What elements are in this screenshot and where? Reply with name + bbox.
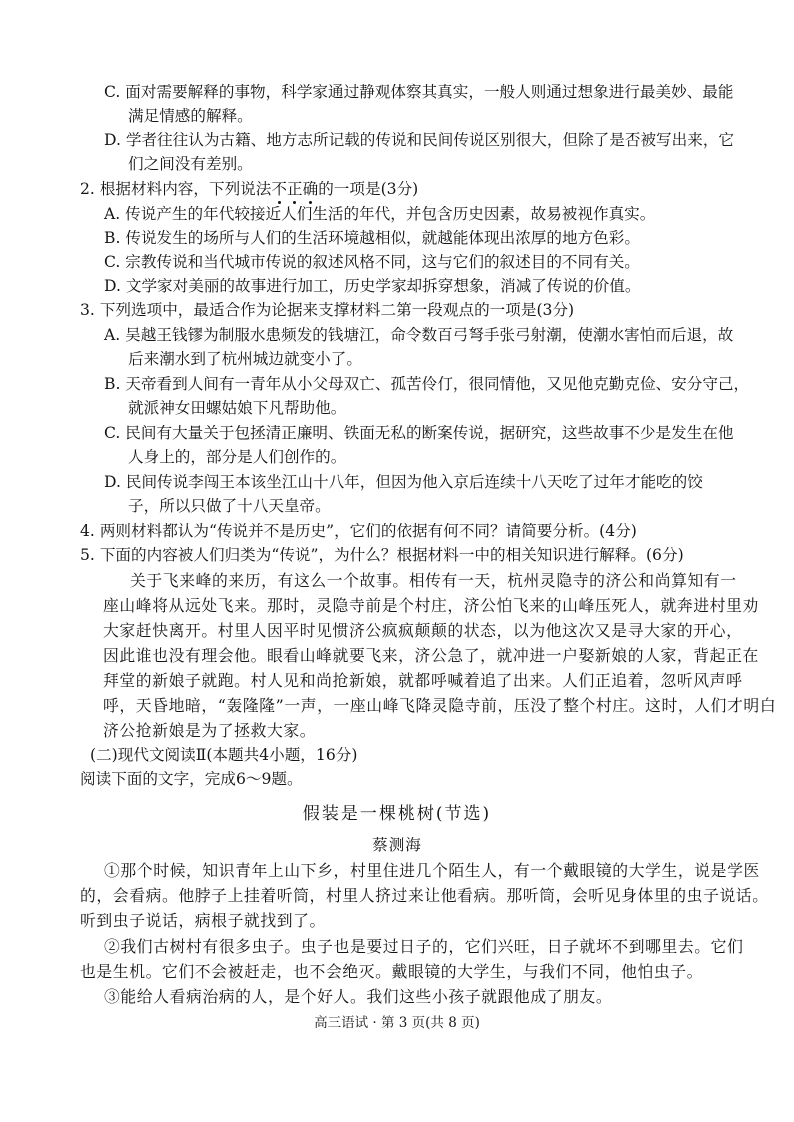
q2-option-b: B. 传说发生的场所与人们的生活环境越相似，就越能体现出浓厚的地方色彩。 (104, 229, 640, 247)
q5-story-line: 济公抢新娘是为了拯救大家。 (103, 721, 317, 740)
article-para-line: 的，会看病。他脖子上挂着听筒，村里人挤过来让他看病。那听筒，会听见身体里的虫子说话。 (80, 886, 769, 905)
q3-option-c-line1: C. 民间有大量关于包拯清正廉明、铁面无私的断案传说，据研究，这些故事不少是发生在他 (104, 424, 734, 442)
section-instruction: 阅读下面的文字，完成6～9题。 (80, 770, 303, 788)
article-para-line: ②我们古树村有很多虫子。虫子也是要过日子的，它们兴旺，日子就坏不到哪里去。它们 (104, 937, 744, 956)
q5-story-line: 座山峰将从远处飞来。那时，灵隐寺前是个村庄，济公怕飞来的山峰压死人，就奔进村里劝 (103, 596, 759, 615)
article-para-line: ①那个时候，知识青年上山下乡，村里住进几个陌生人，有一个戴眼镜的大学生，说是学医 (104, 861, 760, 880)
q3-option-a-line1: A. 吴越王钱镠为制服水患频发的钱塘江，命令数百弓弩手张弓射潮，使潮水害怕而后退，故 (104, 326, 734, 344)
emphasis-char: 确 (303, 179, 319, 199)
q3-option-b-line1: B. 天帝看到人间有一青年从小父母双亡、孤苦伶仃，很同情他，又见他克勤克俭、安分守己， (104, 375, 750, 393)
emphasis-char: 正 (287, 179, 303, 199)
q2-stem-emphasis (271, 179, 318, 199)
article-author: 蔡测海 (372, 836, 422, 854)
q3-stem: 3. 下列选项中，最适合作为论据来支撑材料二第一段观点的一项是(3分) (80, 301, 575, 319)
q3-option-d-line1: D. 民间传说李闯王本该坐江山十八年，但因为他入京后连续十八天吃了过年才能吃的饺 (104, 473, 703, 491)
q5-story-line: 因此谁也没有理会他。眼看山峰就要飞来，济公急了，就冲进一户娶新娘的人家，背起正在 (103, 646, 759, 665)
q3-option-c-line2: 人身上的，部分是人们创作的。 (128, 448, 347, 466)
q5-story-line: 大家赶快离开。村里人因平时见惯济公疯疯颠颠的状态，以为他这次又是寻大家的开心， (103, 621, 743, 640)
q2-stem-pre: 2. 根据材料内容，下列说法 (80, 180, 272, 198)
q5-story-line: 拜堂的新娘子就跑。村人见和尚抢新娘，就都呼喊着追了出来。人们正追着，忽听风声呼 (103, 671, 743, 690)
emphasis-char: 不 (271, 179, 287, 199)
q1-option-d-line1: D. 学者往往认为古籍、地方志所记载的传说和民间传说区别很大，但除了是否被写出来，它 (104, 131, 735, 149)
q2-option-a: A. 传说产生的年代较接近人们生活的年代，并包含历史因素，故易被视作真实。 (104, 205, 656, 223)
article-para-line: 听到虫子说话，病根子就找到了。 (80, 911, 326, 930)
q5-story-line: 关于飞来峰的来历，有这么一个故事。相传有一天，杭州灵隐寺的济公和尚算知有一 (130, 571, 737, 590)
q1-option-c-line1: C. 面对需要解释的事物，科学家通过静观体察其真实，一般人则通过想象进行最美妙、最能 (104, 83, 734, 101)
q2-stem (80, 179, 418, 199)
page-footer: 高三语试 · 第 3 页(共 8 页) (314, 1015, 480, 1031)
q4-stem: 4. 两则材料都认为“传说并不是历史”，它们的依据有何不同？请简要分析。(4分) (80, 522, 637, 540)
q2-option-c: C. 宗教传说和当代城市传说的叙述风格不同，这与它们的叙述目的不同有关。 (104, 253, 640, 271)
q1-option-c-line2: 满足情感的解释。 (128, 107, 253, 125)
q1-option-d-line2: 们之间没有差别。 (128, 155, 253, 173)
article-para-line: 也是生机。它们不会被赶走，也不会绝灭。戴眼镜的大学生，与我们不同，他怕虫子。 (80, 962, 704, 981)
q5-stem: 5. 下面的内容被人们归类为“传说”，为什么？根据材料一中的相关知识进行解释。(6分) (80, 546, 684, 564)
article-para-line: ③能给人看病治病的人，是个好人。我们这些小孩子就跟他成了朋友。 (104, 987, 613, 1006)
q2-option-d: D. 文学家对美丽的故事进行加工，历史学家却拆穿想象，消减了传说的价值。 (104, 277, 641, 295)
q3-option-a-line2: 后来潮水到了杭州城边就变小了。 (128, 350, 362, 368)
q2-stem-post: 的一项是(3分) (318, 180, 419, 198)
q3-option-d-line2: 子，所以只做了十八天皇帝。 (128, 497, 331, 515)
article-title: 假装是一棵桃树(节选) (302, 804, 492, 824)
q3-option-b-line2: 就派神女田螺姑娘下凡帮助他。 (128, 399, 347, 417)
q5-story-line: 呼，天昏地暗，“轰隆隆”一声，一座山峰飞降灵隐寺前，压没了整个村庄。这时，人们才明白 (103, 696, 777, 715)
section-heading: (二)现代文阅读Ⅱ(本题共4小题，16分) (90, 746, 358, 764)
